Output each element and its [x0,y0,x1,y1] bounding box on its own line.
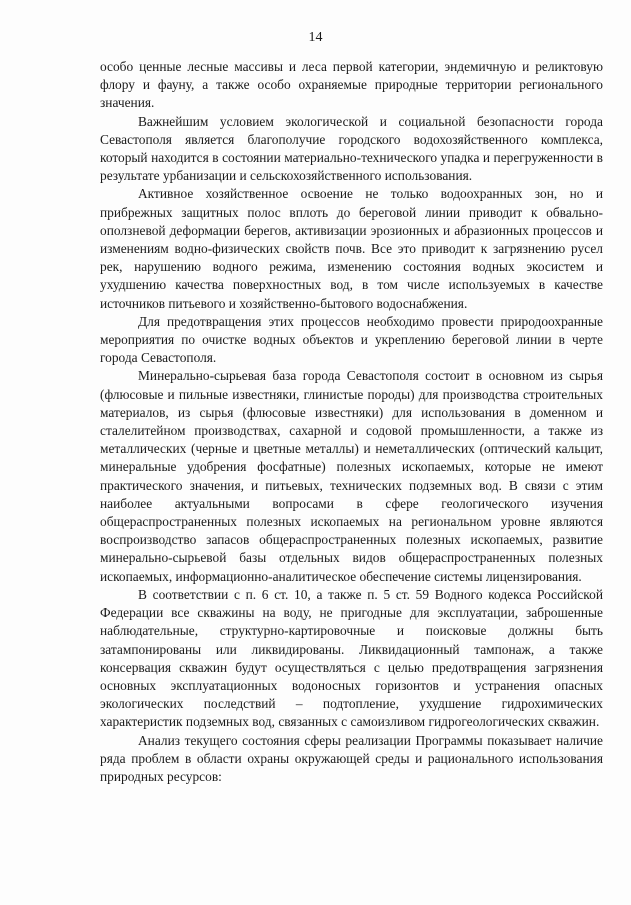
paragraph-4: Для предотвращения этих процессов необходимо провести природоохранные мероприятия по очистке водных объектов и укреплению береговой линии в черте города Севастополя. [100,313,603,366]
paragraph-1: особо ценные лесные массивы и леса первой категории, эндемичную и реликтовую флору и фауну, а также особо охраняемые природные территории регионального значения. [100,59,603,111]
paragraph-2: Важнейшим условием экологической и социальной безопасности города Севастополя является благополучие городского водохозяйственного комплекса, который находится в состоянии материально-технического упадка и перегруженности в результате урбанизации и сельскохозяйственного использования. [100,113,603,184]
paragraph-7: Анализ текущего состояния сферы реализации Программы показывает наличие ряда проблем в области охраны окружающей среды и рационального использования природных ресурсов: [100,732,603,784]
paragraph-3: Активное хозяйственное освоение не только водоохранных зон, но и прибрежных защитных полос вплоть до береговой линии приводит к обвально-оползневой деформации берегов, активизации эрозионных и абразионных процессов и изменениям водно-физических свойств почв. Все это приводит к загрязнению русел рек, нарушению водного режима, изменению состояния водных экосистем и ухудшению качества поверхностных вод, в том числе используемых в качестве источников питьевого и хозяйственно-бытового водоснабжения. [100,186,603,311]
paragraph-5: Минерально-сырьевая база города Севастополя состоит в основном из сырья (флюсовые и пильные известняки, глинистые породы) для производства строительных материалов, из сырья (флюсовые известняки) для использования в доменном и сталелитейном производствах, сахарной и содовой промышленности, а также из металлических (черные и цветные металлы) и неметаллических (оптический кальцит, минеральные удобрения фосфатные) полезных ископаемых, которые не имеют практического значения, и питьевых, технических подземных вод. В связи с этим наиболее актуальными вопросами в сфере геологического изучения общераспространенных полезных ископаемых на региональном уровне являются воспроизводство запасов общераспространенных полезных ископаемых, развитие минерально-сырьевой базы отдельных видов общераспространенных полезных ископаемых, информационно-аналитическое обеспечение системы лицензирования. [100,368,603,584]
paragraph-6: В соответствии с п. 6 ст. 10, а также п. 5 ст. 59 Водного кодекса Российской Федерации все скважины на воду, не пригодные для эксплуатации, заброшенные наблюдательные, структурно-картировочные и поисковые должны быть затампонированы или ликвидированы. Ликвидационный тампонаж, а также консервация скважин будут осуществляться с целью предотвращения загрязнения основных эксплуатационных водоносных горизонтов и устранения опасных экологических последствий – подтопление, ухудшение гидрохимических характеристик подземных вод, связанных с самоизливом гидрогеологических скважин. [100,586,603,730]
body-text [100,58,603,786]
page-number: 14 [308,30,323,45]
